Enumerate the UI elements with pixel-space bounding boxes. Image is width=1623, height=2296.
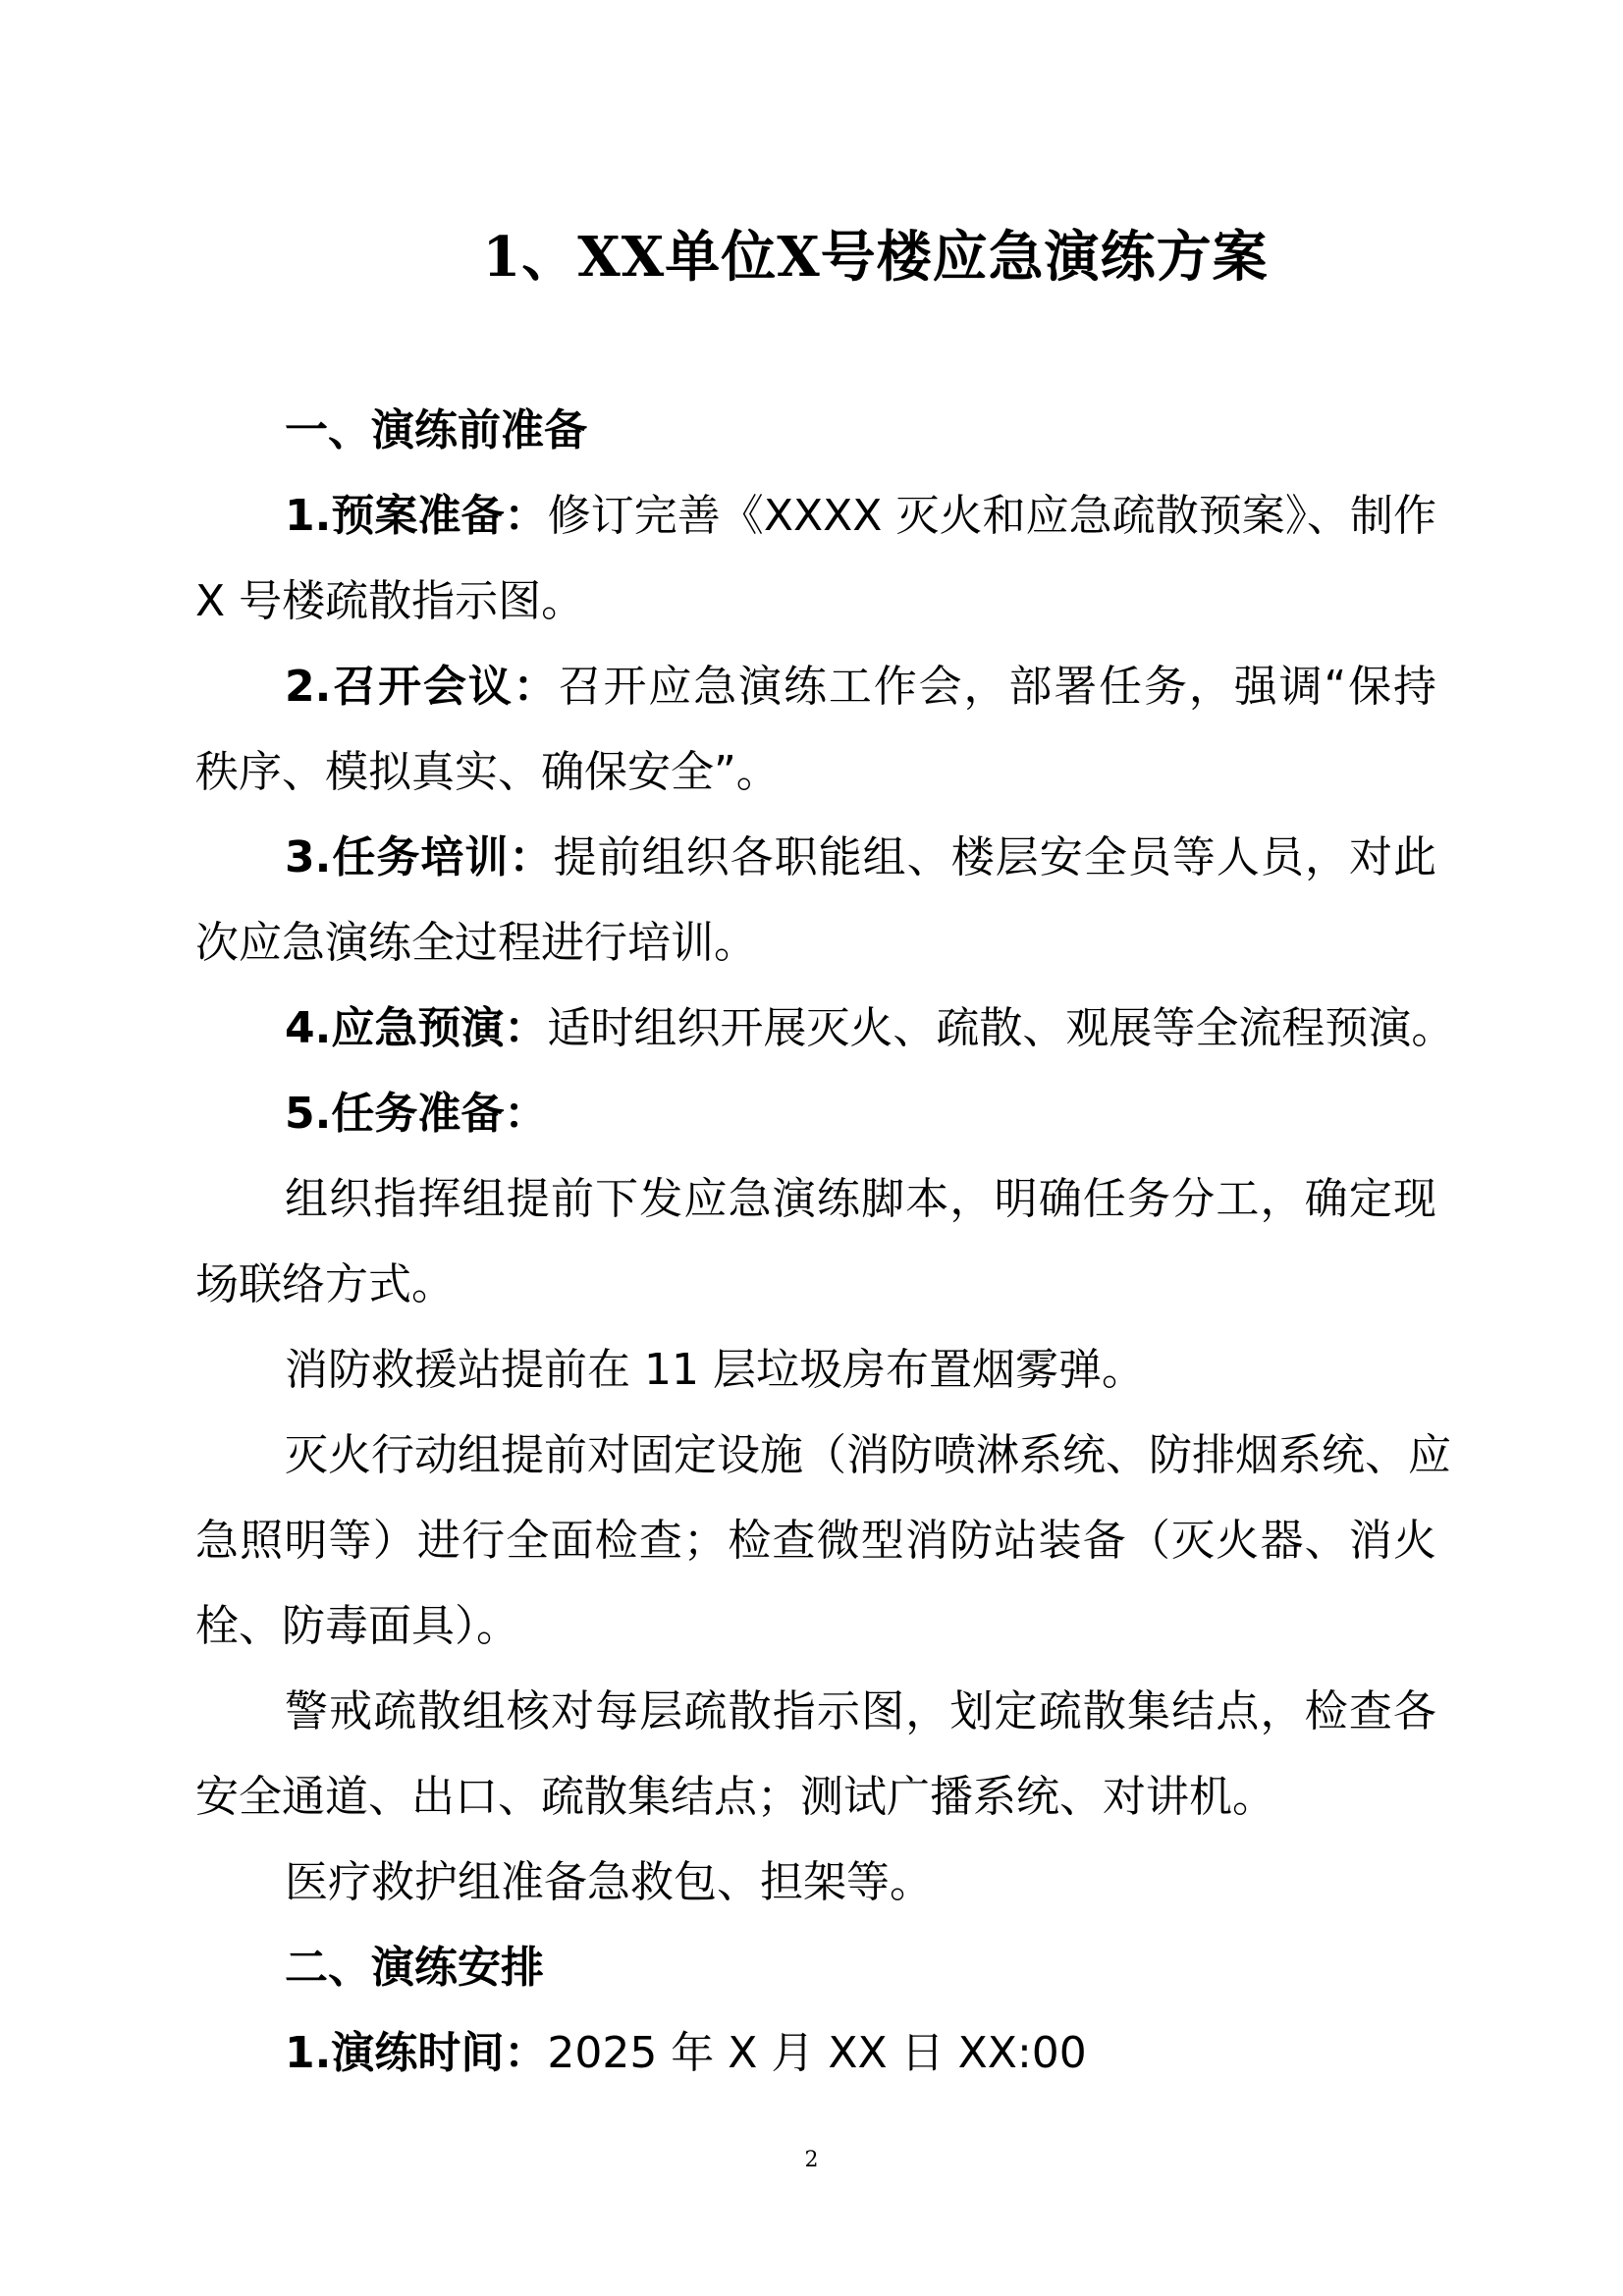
paragraph-label: 2.召开会议： — [285, 662, 559, 712]
paragraph — [195, 644, 1436, 815]
text-line — [195, 559, 1436, 644]
paragraph-text: 栓、防毒面具）。 — [195, 1601, 519, 1651]
section-heading — [195, 1071, 1436, 1156]
text-line — [195, 1156, 1436, 1242]
section-heading — [195, 388, 1436, 473]
text-line — [195, 1754, 1436, 1840]
paragraph-text: 急照明等）进行全面检查；检查微型消防站装备（灭火器、消火 — [195, 1516, 1436, 1566]
paragraph-text: 消防救援站提前在 11 层垃圾房布置烟雾弹。 — [285, 1345, 1145, 1395]
text-line — [195, 1583, 1436, 1669]
text-line — [195, 1669, 1436, 1754]
paragraph — [195, 986, 1455, 1071]
paragraph-text: 灭火行动组提前对固定设施（消防喷淋系统、防排烟系统、应 — [285, 1430, 1451, 1480]
text-line — [195, 1071, 1436, 1156]
paragraph — [195, 1327, 1436, 1413]
text-line — [195, 644, 1436, 729]
paragraph-text: 医疗救护组准备急救包、担架等。 — [285, 1857, 933, 1907]
text-line — [195, 900, 1436, 986]
paragraph-text: 召开应急演练工作会，部署任务，强调“保持 — [558, 662, 1436, 712]
paragraph — [195, 815, 1436, 986]
paragraph-text: 场联络方式。 — [195, 1259, 455, 1309]
paragraph-text: 组织指挥组提前下发应急演练脚本，明确任务分工，确定现 — [285, 1174, 1436, 1224]
paragraph-text: 提前组织各职能组、楼层安全员等人员，对此 — [553, 832, 1436, 882]
text-line — [195, 729, 1436, 815]
paragraph — [195, 1669, 1436, 1840]
text-line — [195, 1498, 1436, 1583]
text-line — [195, 1327, 1436, 1413]
paragraph-text: 修订完善《XXXX 灭火和应急疏散预案》、制作 — [547, 491, 1436, 541]
document-body — [195, 388, 1455, 2096]
text-line — [195, 815, 1436, 900]
paragraph-label: 4.应急预演： — [285, 1003, 548, 1053]
paragraph-text: 警戒疏散组核对每层疏散指示图，划定疏散集结点，检查各 — [285, 1686, 1436, 1736]
paragraph-text: 适时组织开展灭火、疏散、观展等全流程预演。 — [547, 1003, 1455, 1053]
text-line — [195, 2010, 1436, 2096]
paragraph-text: X 号楼疏散指示图。 — [195, 576, 585, 626]
paragraph-label: 3.任务培训： — [285, 832, 554, 882]
text-line — [195, 1242, 1436, 1327]
paragraph — [195, 1413, 1451, 1669]
paragraph — [195, 1156, 1436, 1327]
paragraph-label: 1.演练时间： — [285, 2028, 548, 2078]
paragraph-label: 一、演练前准备 — [285, 405, 587, 455]
page-number: 2 — [804, 2148, 819, 2172]
paragraph-label: 1.预案准备： — [285, 491, 548, 541]
paragraph-label: 5.任务准备： — [285, 1089, 548, 1139]
paragraph — [195, 2010, 1436, 2096]
text-line — [195, 1840, 1436, 1925]
paragraph-text: 安全通道、出口、疏散集结点；测试广播系统、对讲机。 — [195, 1772, 1275, 1822]
paragraph-text: 次应急演练全过程进行培训。 — [195, 918, 757, 968]
text-line — [195, 986, 1455, 1071]
text-line — [195, 1925, 1436, 2010]
paragraph-label: 二、演练安排 — [285, 1943, 544, 1993]
paragraph-text: 2025 年 X 月 XX 日 XX:00 — [547, 2028, 1087, 2078]
paragraph — [195, 1840, 1436, 1925]
text-line — [195, 1413, 1451, 1498]
text-line — [195, 473, 1436, 559]
section-heading — [195, 1925, 1436, 2010]
text-line — [195, 388, 1436, 473]
document-title: 1、XX单位X号楼应急演练方案 — [482, 225, 1269, 290]
paragraph — [195, 473, 1436, 644]
paragraph-text: 秩序、模拟真实、确保安全”。 — [195, 747, 780, 797]
